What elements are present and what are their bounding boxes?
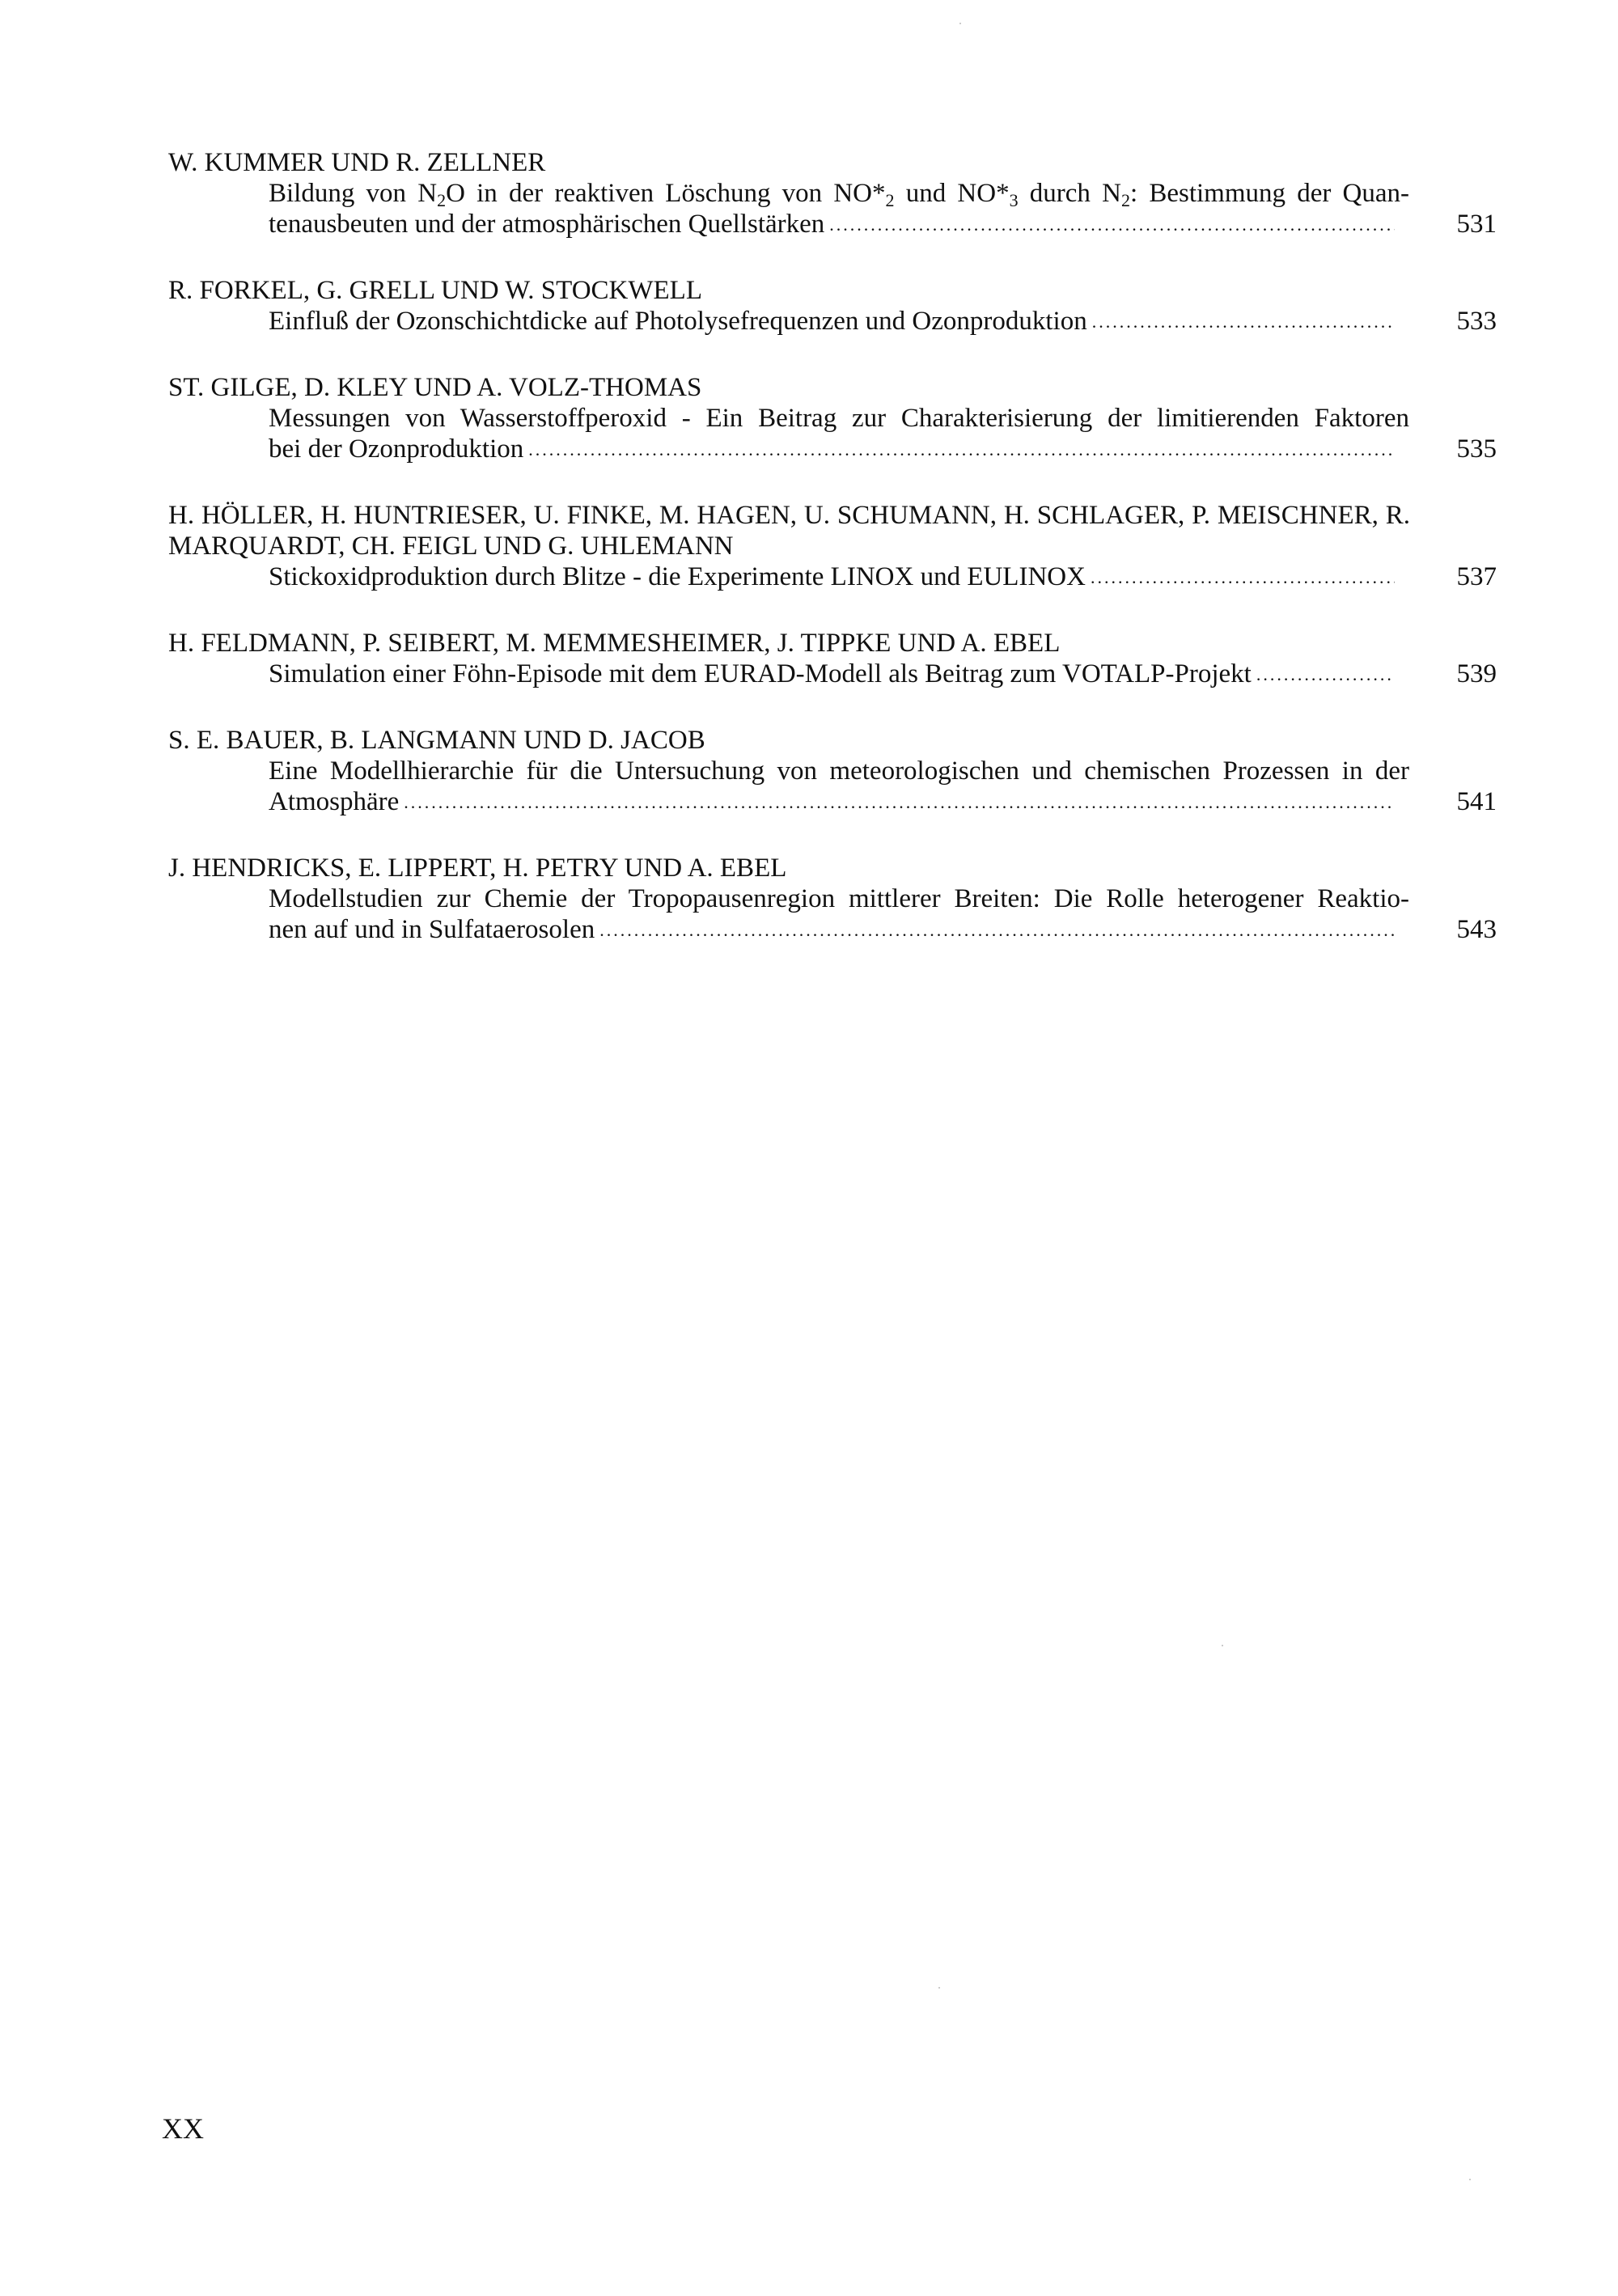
- dot-leader: [404, 787, 1395, 818]
- entry-title-text: Einfluß der Ozonschichtdicke auf Photolysefrequenzen und Ozonproduktion: [269, 307, 1087, 336]
- entry-title-text: Atmosphäre: [269, 787, 400, 816]
- entry-title-last-line: [269, 659, 1497, 692]
- page-number: 537: [1456, 562, 1497, 591]
- entry-authors: ST. GILGE, D. KLEY UND A. VOLZ-THOMAS: [168, 373, 702, 402]
- entry-title-line: [269, 178, 1409, 209]
- dot-leader: [528, 434, 1395, 465]
- subscript: 3: [1009, 190, 1019, 210]
- entry-title-text: bei der Ozonproduktion: [269, 434, 524, 464]
- entry-title-last-line: [269, 786, 1497, 820]
- toc-entry: [170, 725, 1497, 820]
- page-number: 541: [1456, 787, 1497, 816]
- title-text: durch N: [1018, 179, 1121, 208]
- page-number: 533: [1456, 307, 1497, 336]
- title-text: und NO*: [894, 179, 1010, 208]
- scan-speck: [938, 1987, 940, 1989]
- entry-title-text: nen auf und in Sulfataerosolen: [269, 915, 595, 944]
- dot-leader: [1092, 307, 1395, 337]
- entry-title-text: Simulation einer Föhn-Episode mit dem EURAD-Modell als Beitrag zum VOTALP-Projekt: [269, 659, 1252, 688]
- entry-title: [269, 178, 1497, 242]
- entry-title: [269, 659, 1497, 692]
- toc-entry: [170, 628, 1497, 692]
- toc-entry: [170, 275, 1497, 339]
- entry-authors: H. FELDMANN, P. SEIBERT, M. MEMMESHEIMER, J. TIPPKE UND A. EBEL: [168, 629, 1061, 658]
- scan-speck: [1469, 2179, 1471, 2180]
- entry-title-line: Eine Modellhierarchie für die Untersuchung von meteorologischen und chemischen Prozessen in der: [269, 756, 1409, 786]
- entry-title: [269, 403, 1497, 467]
- dot-leader: [1256, 659, 1395, 690]
- entry-title: [269, 756, 1497, 820]
- subscript: 2: [1120, 190, 1130, 210]
- entry-title-line: Messungen von Wasserstoffperoxid - Ein Beitrag zur Charakterisierung der limitierenden Faktoren: [269, 404, 1409, 433]
- entry-title: [269, 561, 1497, 595]
- page-number: 543: [1456, 915, 1497, 944]
- entry-title: [269, 883, 1497, 947]
- subscript: 2: [437, 190, 447, 210]
- entry-authors: W. KUMMER UND R. ZELLNER: [168, 148, 546, 177]
- title-text: : Bestimmung der Quan-: [1129, 179, 1410, 208]
- toc-entry: [170, 372, 1497, 467]
- scan-speck: [959, 23, 961, 24]
- entry-title-last-line: [269, 306, 1497, 339]
- entry-title-last-line: [269, 434, 1497, 467]
- scan-speck: [1222, 1645, 1223, 1646]
- toc-entry: [170, 147, 1497, 242]
- subscript: 2: [885, 190, 895, 210]
- entry-title-text: tenausbeuten und der atmosphärischen Quellstärken: [269, 210, 825, 239]
- title-text: Bildung von N: [269, 179, 438, 208]
- page-number: 531: [1456, 210, 1497, 239]
- toc-entry: [170, 500, 1497, 595]
- entry-title-last-line: [269, 561, 1497, 595]
- dot-leader: [1091, 562, 1395, 593]
- dot-leader: [599, 915, 1395, 946]
- entry-title: [269, 306, 1497, 339]
- page-number: 535: [1456, 434, 1497, 464]
- entry-authors: H. HÖLLER, H. HUNTRIESER, U. FINKE, M. HAGEN, U. SCHUMANN, H. SCHLAGER, P. MEISCHNER, R. MARQUARDT, CH. FEIGL UND G. UHLEMANN: [168, 501, 1410, 561]
- entry-authors: J. HENDRICKS, E. LIPPERT, H. PETRY UND A. EBEL: [168, 854, 787, 883]
- table-of-contents: [170, 147, 1497, 981]
- entry-authors: S. E. BAUER, B. LANGMANN UND D. JACOB: [168, 726, 705, 755]
- title-text: O in der reaktiven Löschung von NO*: [446, 179, 886, 208]
- dot-leader: [829, 210, 1395, 240]
- entry-title-line: Modellstudien zur Chemie der Tropopausenregion mittlerer Breiten: Die Rolle heterogener Reaktio-: [269, 884, 1409, 913]
- entry-title-text: Stickoxidproduktion durch Blitze - die Experimente LINOX und EULINOX: [269, 562, 1086, 591]
- page-number: 539: [1456, 659, 1497, 688]
- entry-title-last-line: [269, 914, 1497, 947]
- entry-title-last-line: [269, 209, 1497, 242]
- entry-authors: R. FORKEL, G. GRELL UND W. STOCKWELL: [168, 276, 702, 305]
- page-footer-number: XX: [162, 2112, 204, 2145]
- toc-entry: [170, 853, 1497, 947]
